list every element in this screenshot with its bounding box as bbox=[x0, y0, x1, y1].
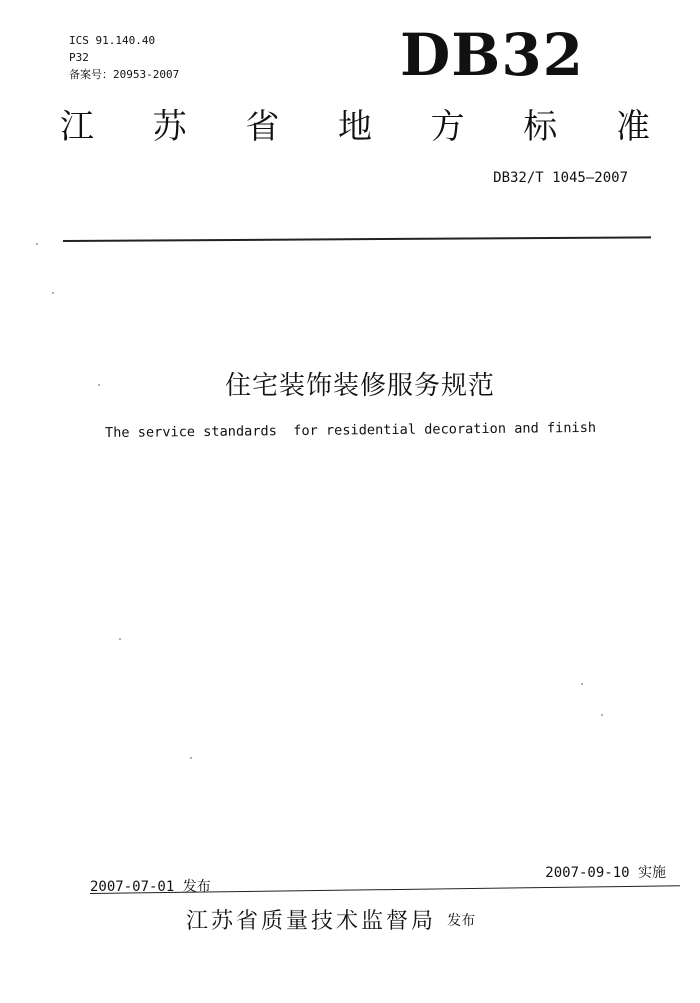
scan-speck bbox=[190, 757, 192, 759]
db32-logo: DB32 bbox=[400, 21, 585, 89]
scan-speck bbox=[36, 243, 38, 245]
document-title-chinese: 住宅装饰装修服务规范 bbox=[224, 371, 495, 401]
effective-date: 2007-09-10 实施 bbox=[545, 865, 666, 881]
scan-speck bbox=[581, 683, 583, 685]
release-date: 2007-07-01 发布 bbox=[90, 879, 211, 895]
scan-speck bbox=[119, 638, 121, 640]
standard-type-char: 标 bbox=[523, 107, 558, 147]
issuing-authority bbox=[186, 904, 475, 935]
standard-type-heading bbox=[60, 104, 650, 150]
scan-speck bbox=[52, 292, 54, 294]
standard-type-char: 江 bbox=[60, 107, 94, 147]
standard-number: DB32/T 1045—2007 bbox=[493, 170, 628, 186]
standard-type-char: 准 bbox=[615, 107, 650, 147]
issuer-suffix: 发布 bbox=[447, 913, 476, 929]
standard-type-char: 省 bbox=[245, 107, 280, 147]
standard-type-char: 苏 bbox=[152, 107, 187, 147]
document-title-english: The service standards for residential decoration and finish bbox=[104, 419, 597, 441]
scan-speck bbox=[98, 384, 100, 386]
record-number: 备案号：20953-2007 bbox=[69, 68, 180, 81]
standard-type-char: 地 bbox=[337, 107, 372, 147]
scan-speck bbox=[601, 714, 603, 716]
document-metadata bbox=[69, 32, 179, 83]
standard-type-char: 方 bbox=[430, 107, 465, 147]
header-divider bbox=[63, 236, 651, 242]
classification-code: P32 bbox=[69, 51, 89, 64]
issuer-name: 江苏省质量技术监督局 bbox=[186, 909, 437, 934]
ics-code: ICS 91.140.40 bbox=[69, 34, 156, 47]
